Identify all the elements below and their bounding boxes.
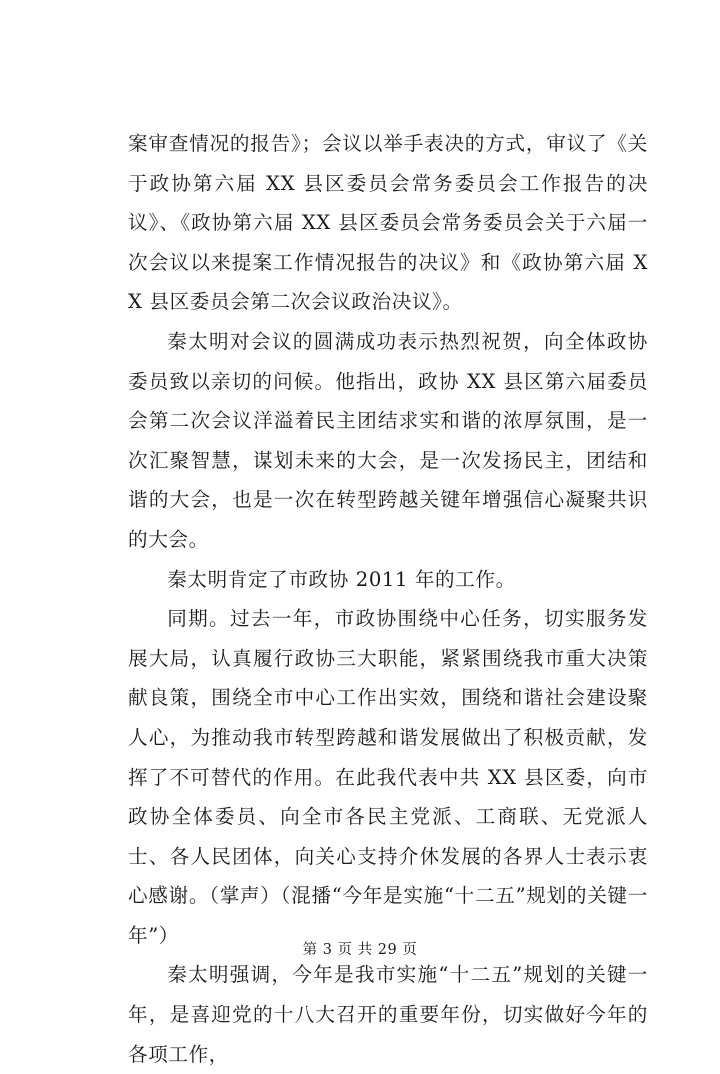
page-number-footer: 第 3 页 共 29 页 [302, 942, 418, 958]
document-body [128, 124, 648, 1074]
paragraph-4: 同期。过去一年，市政协围绕中心任务，切实服务发展大局，认真履行政协三大职能，紧紧围绕我市重大决策献良策，围绕全市中心工作出实效，围绕和谐社会建设聚人心，为推动我市转型跨越和谐发展做出了积极贡献，发挥了不可替代的作用。在此我代表中共 XX 县区委，向市政协全体委员、向全市各民主党派、工商联、无党派人士、各人民团体，向关心支持介休发展的各界人士表示衷心感谢。（掌声）（混播“今年是实施“十二五”规划的关键一年”） [128, 607, 648, 947]
paragraph-2: 秦太明对会议的圆满成功表示热烈祝贺，向全体政协委员致以亲切的问候。他指出，政协 XX 县区第六届委员会第二次会议洋溢着民主团结求实和谐的浓厚氛围，是一次汇聚智慧，谋划未来的大会，是一次发扬民主，团结和谐的大会，也是一次在转型跨越关键年增强信心凝聚共识的大会。 [128, 329, 648, 551]
paragraph-1: 案审查情况的报告》；会议以举手表决的方式，审议了《关于政协第六届 XX 县区委员会常务委员会工作报告的决议》、《政协第六届 XX 县区委员会常务委员会关于六届一次会议以来提案工作情况报告的决议》和《政协第六届 XX 县区委员会第二次会议政治决议》。 [128, 132, 648, 314]
paragraph-5: 秦太明强调，今年是我市实施“十二五”规划的关键一年，是喜迎党的十八大召开的重要年份，切实做好今年的各项工作， [128, 963, 648, 1066]
paragraph-3: 秦太明肯定了市政协 2011 年的工作。 [167, 567, 516, 591]
